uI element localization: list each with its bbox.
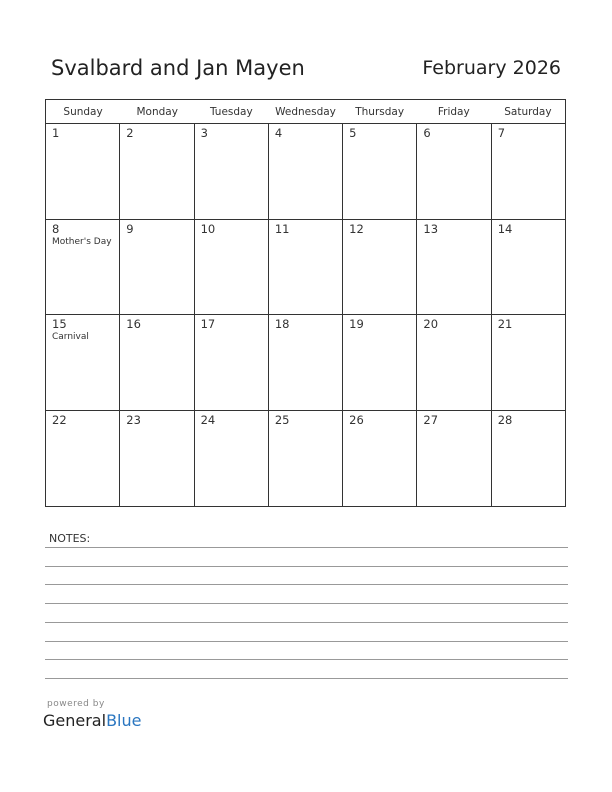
day-number: 9 <box>126 221 134 236</box>
day-number: 25 <box>274 412 290 427</box>
weekday-monday: Monday <box>136 106 178 118</box>
day-number: 15 <box>52 317 67 331</box>
day-cell <box>46 220 120 315</box>
day-cell <box>269 315 343 410</box>
day-cell <box>46 411 120 507</box>
holiday-label: Mother's Day <box>52 236 112 247</box>
day-cell <box>46 124 120 219</box>
day-number: 7 <box>497 126 506 140</box>
calendar-grid <box>45 99 566 507</box>
note-line <box>45 584 568 585</box>
day-number: 21 <box>497 317 513 331</box>
day-cell <box>492 124 565 219</box>
day-cell <box>417 315 491 410</box>
weeks-container <box>46 124 565 506</box>
day-number: 6 <box>423 126 431 140</box>
generalblue-logo <box>43 711 141 730</box>
day-cell <box>195 411 269 507</box>
note-line <box>45 603 568 604</box>
brand-blue: Blue <box>106 711 142 730</box>
day-number: 14 <box>497 221 513 236</box>
day-cell <box>120 220 194 315</box>
week-row <box>46 124 565 220</box>
note-line <box>45 622 568 623</box>
day-number: 26 <box>349 412 364 427</box>
day-number: 28 <box>497 412 513 427</box>
day-cell <box>343 220 417 315</box>
day-cell <box>417 124 491 219</box>
day-cell <box>417 411 491 507</box>
day-cell <box>492 315 565 410</box>
note-line <box>45 678 568 679</box>
day-number: 10 <box>200 221 216 236</box>
day-number: 18 <box>274 317 290 331</box>
day-number: 3 <box>200 126 208 140</box>
note-line <box>45 659 568 660</box>
weekday-header-row <box>46 100 565 124</box>
powered-by-text: powered by <box>47 699 105 709</box>
day-number: 24 <box>200 412 216 427</box>
week-row <box>46 315 565 411</box>
note-line <box>45 566 568 567</box>
week-row <box>46 411 565 507</box>
day-cell <box>269 411 343 507</box>
day-number: 23 <box>126 412 141 427</box>
day-number: 22 <box>52 412 67 427</box>
calendar-month: February 2026 <box>422 57 561 79</box>
day-number: 12 <box>349 221 364 236</box>
day-cell <box>46 315 120 410</box>
weekday-tuesday: Tuesday <box>209 106 253 118</box>
day-cell <box>195 220 269 315</box>
day-cell <box>492 411 565 507</box>
notes-label: NOTES: <box>49 532 91 545</box>
note-line <box>45 547 568 548</box>
day-number: 5 <box>349 126 357 140</box>
day-number: 1 <box>52 126 60 140</box>
day-cell <box>120 315 194 410</box>
brand-general: General <box>43 711 107 730</box>
day-cell <box>343 411 417 507</box>
day-cell <box>343 124 417 219</box>
weekday-sunday: Sunday <box>63 106 103 118</box>
day-cell <box>269 220 343 315</box>
day-number: 19 <box>349 317 364 331</box>
day-number: 4 <box>274 126 283 140</box>
day-cell <box>120 124 194 219</box>
day-number: 27 <box>423 412 439 427</box>
day-number: 8 <box>52 221 60 236</box>
day-number: 17 <box>200 317 216 331</box>
day-number: 20 <box>423 317 439 331</box>
day-number: 16 <box>126 317 141 331</box>
day-cell <box>120 411 194 507</box>
day-cell <box>269 124 343 219</box>
day-cell <box>195 315 269 410</box>
weekday-friday: Friday <box>437 106 470 118</box>
week-row <box>46 220 565 316</box>
calendar-title: Svalbard and Jan Mayen <box>51 56 305 80</box>
day-cell <box>343 315 417 410</box>
weekday-saturday: Saturday <box>504 106 552 118</box>
note-line <box>45 641 568 642</box>
day-cell <box>492 220 565 315</box>
day-number: 2 <box>126 126 134 140</box>
weekday-thursday: Thursday <box>355 106 405 118</box>
day-number: 11 <box>274 221 290 236</box>
day-number: 13 <box>423 221 439 236</box>
weekday-wednesday: Wednesday <box>275 106 336 118</box>
day-cell <box>417 220 491 315</box>
day-cell <box>195 124 269 219</box>
holiday-label: Carnival <box>52 332 89 342</box>
